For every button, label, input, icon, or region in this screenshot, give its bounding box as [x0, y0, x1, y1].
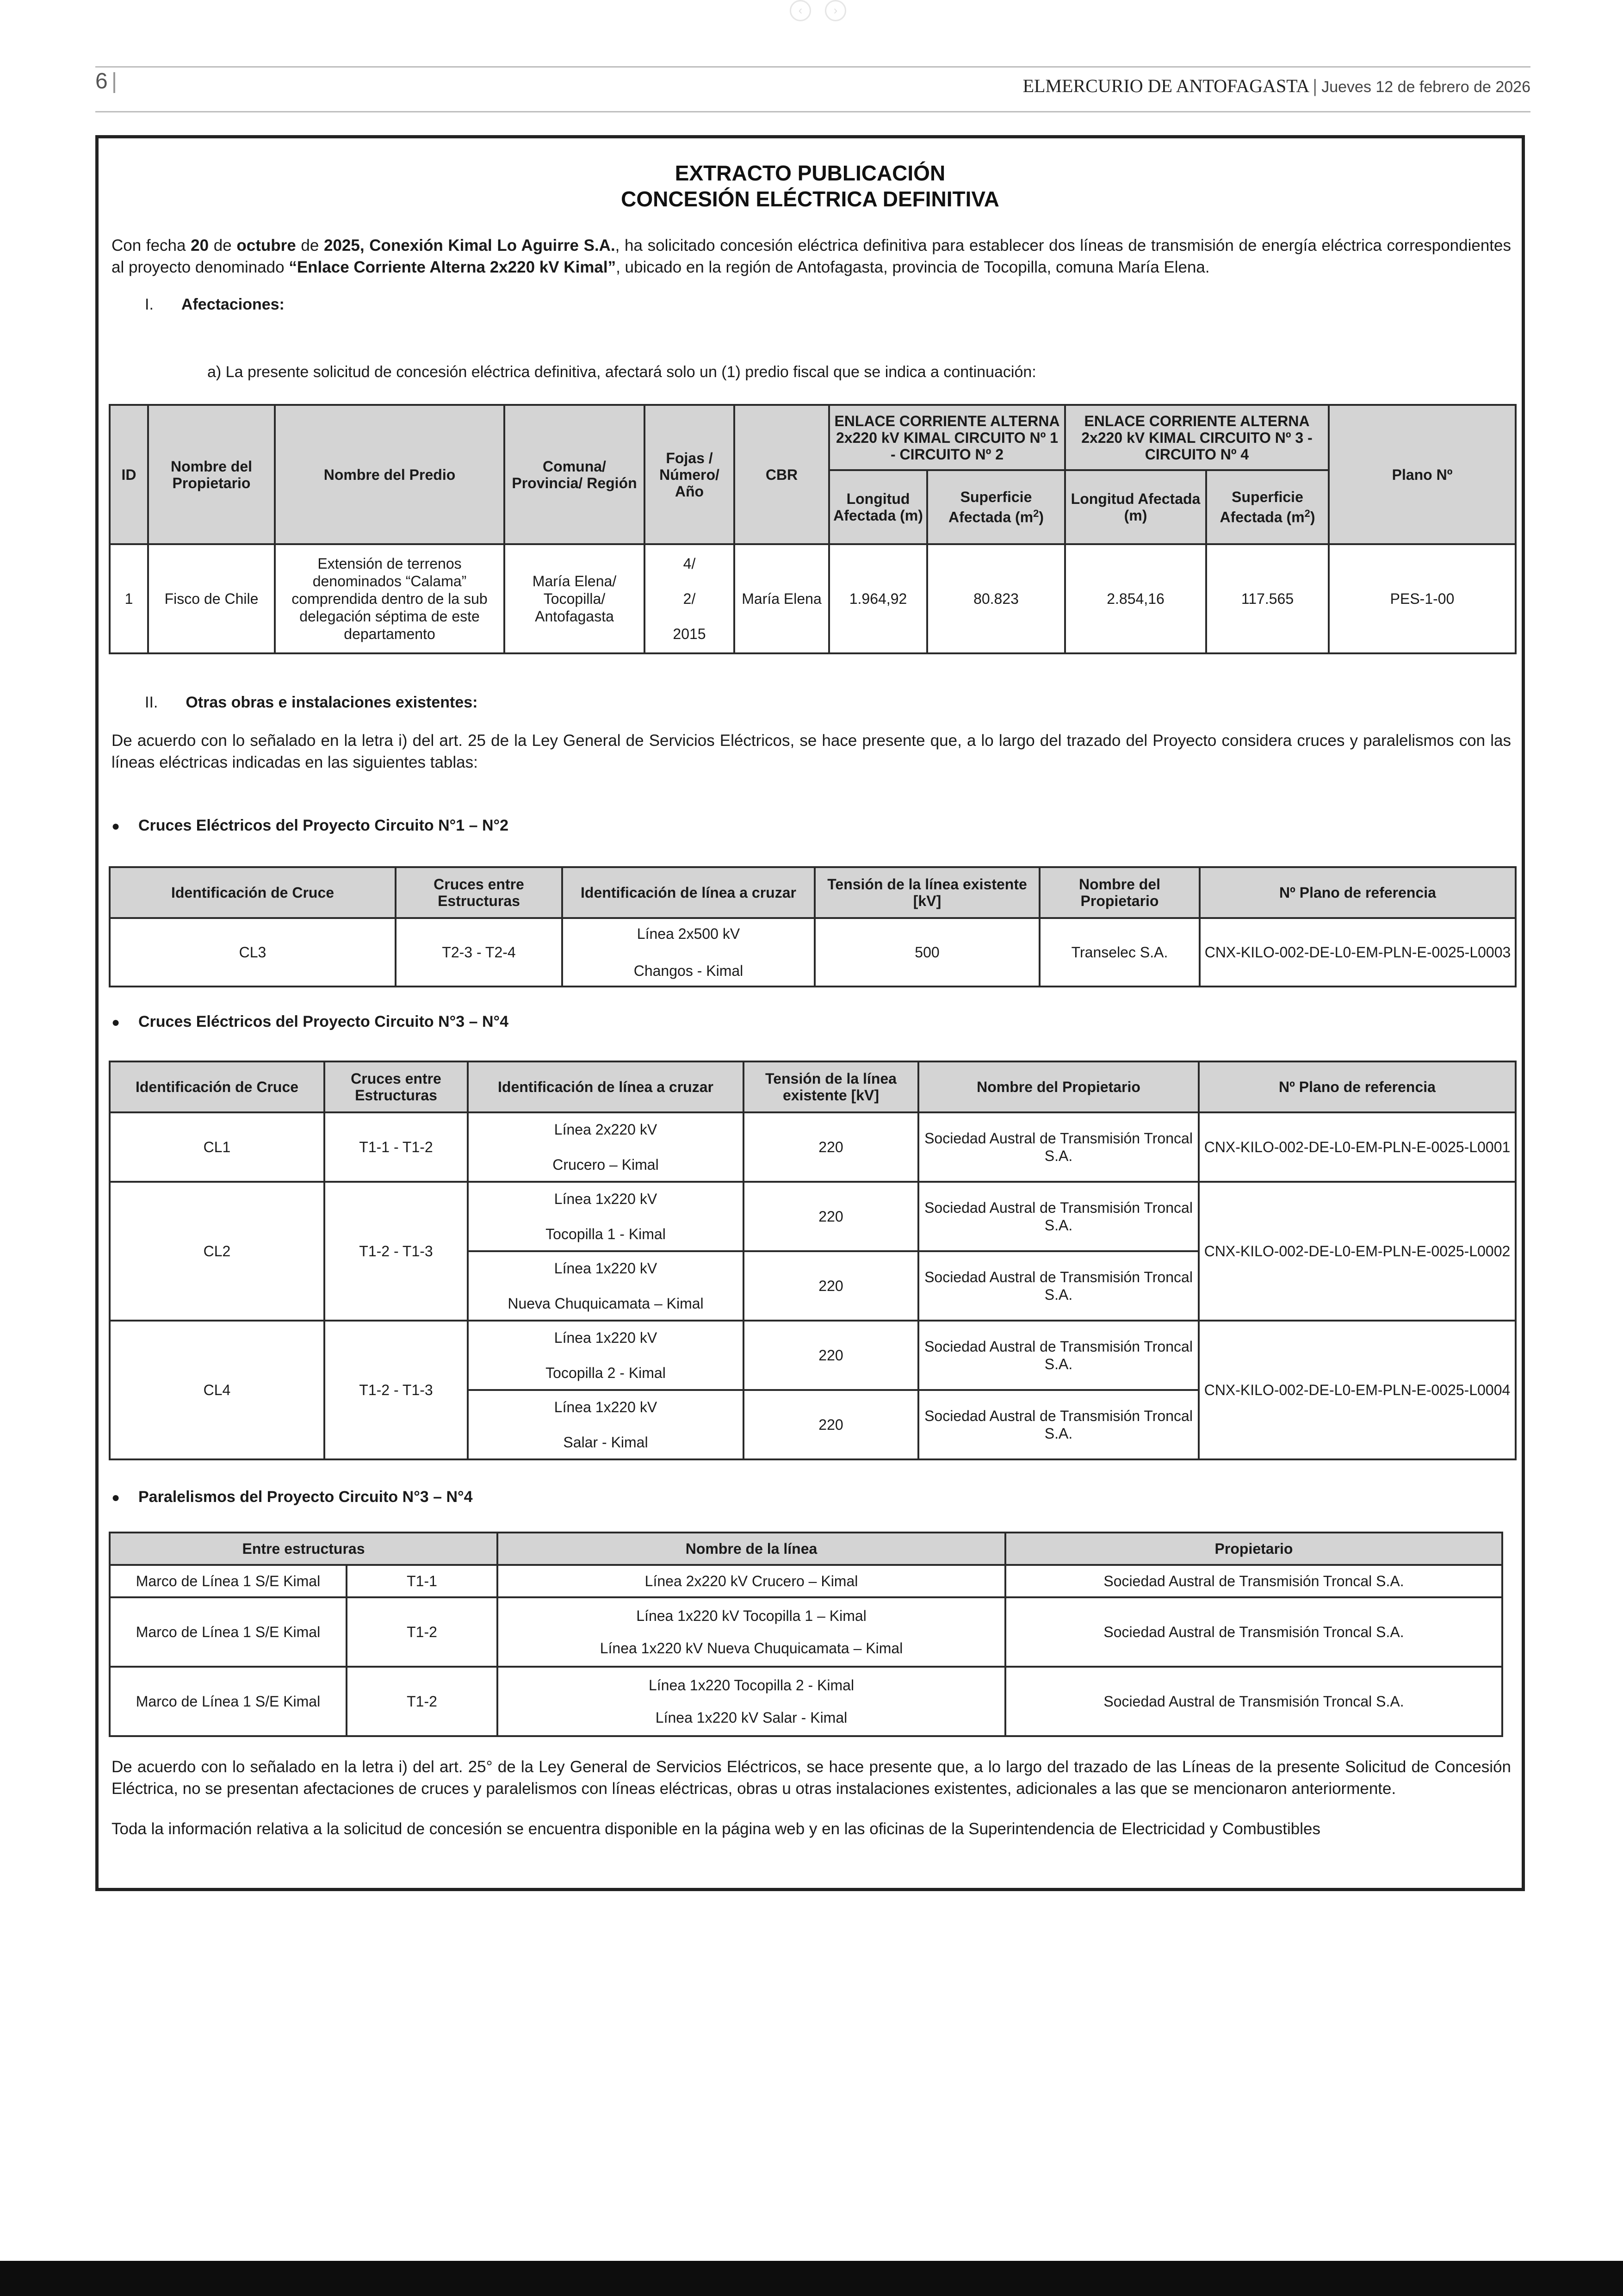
bullet-cruces-1-2: ● Cruces Eléctricos del Proyecto Circuito N°1 – N°2 — [112, 817, 509, 834]
col-longitud-2: Longitud Afectada (m) — [1065, 470, 1206, 544]
masthead: ELMERCURIO DE ANTOFAGASTA | Jueves 12 de febrero de 2026 — [1022, 75, 1530, 96]
section-2-text: De acuerdo con lo señalado en la letra i) del art. 25 de la Ley General de Servicios Eléctricos, se hace presente que, a lo largo del trazado del Proyecto considera cruces y paralelismos con las líneas eléctricas indicadas en las siguientes tablas: — [112, 732, 1511, 771]
col-linea: Identificación de línea a cruzar — [562, 867, 815, 918]
notice-frame — [95, 135, 1525, 1891]
col-estructuras: Cruces entre Estructuras — [396, 867, 562, 918]
predio-table — [109, 404, 1517, 654]
header-divider — [95, 111, 1530, 112]
col-plano: Nº Plano de referencia — [1200, 867, 1516, 918]
info-paragraph: Toda la información relativa a la solicitud de concesión se encuentra disponible en la página web y en las oficinas de la Superintendencia de Electricidad y Combustibles — [112, 1820, 1320, 1838]
paralelismos-table — [109, 1532, 1503, 1737]
col-tension: Tensión de la línea existente [kV] — [743, 1061, 918, 1112]
col-propietario: Nombre del Propietario — [1040, 867, 1200, 918]
col-owner: Nombre del Propietario — [148, 405, 275, 544]
bullet-paralelismos: ● Paralelismos del Proyecto Circuito N°3 – N°4 — [112, 1488, 473, 1506]
cruces-1-2-table — [109, 866, 1517, 987]
table-row: CL1 T1-1 - T1-2 Línea 2x220 kV Crucero – Kimal 220 Sociedad Austral de Transmisión Troncal S.A. CNX-KILO-002-DE-L0-EM-PLN-E-0025-L0001 — [110, 1112, 1516, 1182]
col-plano: Plano Nº — [1329, 405, 1516, 544]
bottom-bar — [0, 2261, 1623, 2296]
col-comuna: Comuna/ Provincia/ Región — [504, 405, 644, 544]
col-identificacion: Identificación de Cruce — [110, 1061, 324, 1112]
col-fojas: Fojas / Número/ Año — [644, 405, 734, 544]
col-identificacion: Identificación de Cruce — [110, 867, 396, 918]
col-id: ID — [110, 405, 148, 544]
col-superficie-1: Superficie Afectada $(m^2)$ — [927, 470, 1065, 544]
col-tension: Tensión de la línea existente [kV] — [815, 867, 1040, 918]
col-linea: Identificación de línea a cruzar — [468, 1061, 743, 1112]
table-row: Línea 1x220 kV Salar - Kimal 220 Sociedad Austral de Transmisión Troncal S.A. — [110, 1390, 1516, 1459]
col-enlace-1-2: ENLACE CORRIENTE ALTERNA 2x220 kV KIMAL CIRCUITO Nº 1 - CIRCUITO Nº 2 — [829, 405, 1065, 470]
masthead-title: ELMERCURIO DE ANTOFAGASTA — [1022, 75, 1309, 96]
col-predio: Nombre del Predio — [275, 405, 504, 544]
issue-date: Jueves 12 de febrero de 2026 — [1321, 78, 1530, 96]
section-1-heading: I. Afectaciones: — [145, 296, 285, 313]
col-plano: Nº Plano de referencia — [1199, 1061, 1516, 1112]
bullet-cruces-3-4: ● Cruces Eléctricos del Proyecto Circuito N°3 – N°4 — [112, 1013, 509, 1030]
table-row: 1 Fisco de Chile Extensión de terrenos denominados “Calama” comprendida dentro de la sub delegación séptima de este departamento María Elena/ Tocopilla/ Antofagasta 4/ 2/ 2015 María Elena 1.964,92 80.823 2.854,16 117.565 PES-1-00 — [110, 544, 1516, 653]
section-1-subtext: a) La presente solicitud de concesión eléctrica definitiva, afectará solo un (1) predio fiscal que se indica a continuación: — [207, 363, 1036, 381]
notice-title: EXTRACTO PUBLICACIÓN — [675, 161, 946, 185]
page-number: 6 | — [95, 69, 118, 93]
table-row: CL3 T2-3 - T2-4 Línea 2x500 kV Changos - Kimal 500 Transelec S.A. CNX-KILO-002-DE-L0-EM-PLN-E-0025-L0003 — [110, 918, 1516, 987]
col-linea: Nombre de la línea — [497, 1533, 1005, 1565]
table-row: CL4 T1-2 - T1-3 Línea 1x220 kV Tocopilla 2 - Kimal 220 Sociedad Austral de Transmisión Troncal S.A. CNX-KILO-002-DE-L0-EM-PLN-E-0025-L0004 — [110, 1321, 1516, 1390]
previous-page-icon[interactable]: ‹ — [790, 0, 811, 21]
col-propietario: Nombre del Propietario — [918, 1061, 1199, 1112]
page-nav — [781, 0, 855, 19]
next-page-icon[interactable]: › — [825, 0, 846, 21]
intro-paragraph: Con fecha 20 de octubre de 2025, Conexión Kimal Lo Aguirre S.A., ha solicitado concesión eléctrica definitiva para establecer dos líneas de transmisión de energía eléctrica correspondientes al proyecto denominado “Enlace Corriente Alterna 2x220 kV Kimal”, ubicado en la región de Antofagasta, provincia de Tocopilla, comuna María Elena. — [112, 236, 1511, 276]
table-row: Marco de Línea 1 S/E Kimal T1-2 Línea 1x220 Tocopilla 2 - Kimal Línea 1x220 kV Salar - Kimal Sociedad Austral de Transmisión Troncal S.A. — [110, 1667, 1502, 1736]
table-row: Línea 1x220 kV Nueva Chuquicamata – Kimal 220 Sociedad Austral de Transmisión Troncal S.A. — [110, 1251, 1516, 1321]
notice-subtitle: CONCESIÓN ELÉCTRICA DEFINITIVA — [621, 187, 999, 211]
section-2-heading: II. Otras obras e instalaciones existentes: — [145, 694, 478, 711]
table-row: Marco de Línea 1 S/E Kimal T1-2 Línea 1x220 kV Tocopilla 1 – Kimal Línea 1x220 kV Nueva Chuquicamata – Kimal Sociedad Austral de Transmisión Troncal S.A. — [110, 1597, 1502, 1667]
table-row: Marco de Línea 1 S/E Kimal T1-1 Línea 2x220 kV Crucero – Kimal Sociedad Austral de Transmisión Troncal S.A. — [110, 1565, 1502, 1597]
col-cbr: CBR — [734, 405, 829, 544]
col-enlace-3-4: ENLACE CORRIENTE ALTERNA 2x220 kV KIMAL CIRCUITO Nº 3 - CIRCUITO Nº 4 — [1065, 405, 1329, 470]
col-estructuras: Cruces entre Estructuras — [324, 1061, 468, 1112]
closing-paragraph: De acuerdo con lo señalado en la letra i) del art. 25° de la Ley General de Servicios Eléctricos, se hace presente que, a lo largo del trazado de las Líneas de la presente Solicitud de Concesión Eléctrica, no se presentan afectaciones de cruces y paralelismos con líneas eléctricas, obras u otras instalaciones existentes, adicionales a las que se mencionaron anteriormente. — [112, 1758, 1511, 1798]
header-rule — [95, 66, 1530, 68]
col-propietario: Propietario — [1005, 1533, 1502, 1565]
table-row: CL2 T1-2 - T1-3 Línea 1x220 kV Tocopilla 1 - Kimal 220 Sociedad Austral de Transmisión Troncal S.A. CNX-KILO-002-DE-L0-EM-PLN-E-0025-L0002 — [110, 1182, 1516, 1251]
cruces-3-4-table — [109, 1061, 1517, 1460]
col-estructuras: Entre estructuras — [110, 1533, 497, 1565]
col-superficie-2: Superficie Afectada $(m^2)$ — [1206, 470, 1329, 544]
col-longitud-1: Longitud Afectada (m) — [829, 470, 927, 544]
